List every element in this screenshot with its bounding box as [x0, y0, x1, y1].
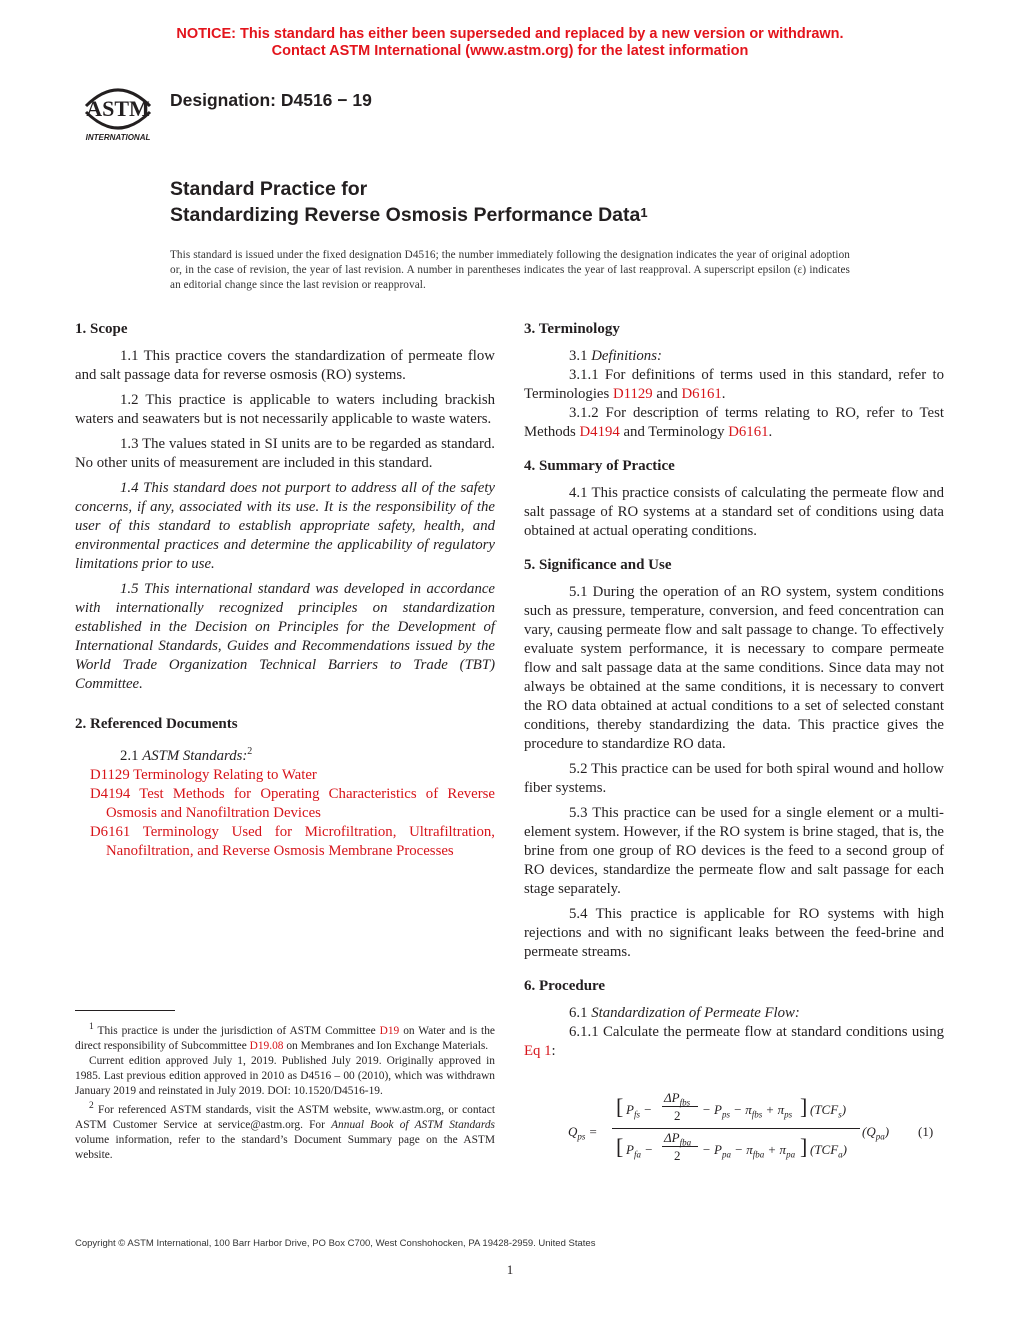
para-6-1: 6.1 Standardization of Permeate Flow: [569, 1005, 800, 1021]
section-heading-scope: 1. Scope [75, 321, 128, 337]
link-d1129[interactable]: D1129 [612, 386, 653, 402]
designation: Designation: D4516 − 19 [170, 90, 372, 110]
para-5-1: 5.1 During the operation of an RO system, system conditions such as pressure, temperature, conversion, and feed concentration can vary, causing permeate flow and salt passage to change. To effectively evaluate system performance, it is necessary to compare permeate flow and salt passage data at the same conditions. Since data may not always be obtained at the same conditions, it is necessary to convert the RO data obtained at actual conditions to a set of selected constant conditions, thereby standardizing the data. This practice gives the procedure to standardize RO data. [524, 584, 944, 752]
para-5-3: 5.3 This practice can be used for a single element or a multi-element system. However, if the RO system is brine staged, that is, the brine from one group of RO devices is the feed to a second group of RO devices, standardize the permeate flow and salt passage for each stage separately. [524, 805, 944, 897]
title-line-2: Standardizing Reverse Osmosis Performance Data$^1$ [170, 204, 648, 226]
para-5-2: 5.2 This practice can be used for both spiral wound and hollow fiber systems. [524, 761, 944, 796]
notice-line-1: NOTICE: This standard has either been superseded and replaced by a new version or withdrawn. [176, 26, 844, 42]
title-line-1: Standard Practice for [170, 178, 368, 200]
reference-d1129[interactable]: D1129 Terminology Relating to Water [90, 766, 317, 783]
section-heading-terminology: 3. Terminology [524, 321, 620, 337]
logo-mark: ASTM [86, 96, 150, 121]
para-1-2: 1.2 This practice is applicable to waters including brackish waters and seawaters but is not necessarily applicable to waste waters. [75, 392, 495, 427]
equation-1: $Q_{ps}$ = [ $P_{fs}$ − $\Delta P_{fbs}$ 2 − $P_{ps} - \pi_{fbs} + \pi_{ps}$ ] $(TCF_s)$ [ $P_{fa}$ − $\Delta P_{fba}$ 2 − $P_{pa} - \pi_{fba} + \pi_{pa}$ ] $(TCF_a)$ $(Q_{pa})$ (1) [568, 1090, 934, 1163]
section-heading-procedure: 6. Procedure [524, 978, 606, 994]
logo-subtext: INTERNATIONAL [85, 133, 151, 142]
astm-logo [76, 76, 160, 144]
equation-number: (1) [918, 1124, 934, 1139]
reference-d6161[interactable]: D6161 Terminology Used for Microfiltration, Ultrafiltration, Nanofiltration, and Reverse Osmosis Membrane Processes [90, 823, 495, 859]
link-d4194[interactable]: D4194 [579, 424, 620, 440]
reference-d4194[interactable]: D4194 Test Methods for Operating Characteristics of Reverse Osmosis and Nanofiltration Devices [90, 785, 495, 821]
para-3-1: 3.1 Definitions: [569, 348, 662, 364]
section-heading-referenced-documents: 2. Referenced Documents [75, 716, 238, 732]
para-6-1-1: 6.1.1 Calculate the permeate flow at standard conditions using Eq 1: [524, 1024, 944, 1059]
para-1-1: 1.1 This practice covers the standardization of permeate flow and salt passage data for reverse osmosis (RO) systems. [75, 348, 495, 383]
link-d19-08[interactable]: D19.08 [249, 1039, 284, 1052]
section-heading-significance: 5. Significance and Use [524, 557, 672, 573]
para-1-4: 1.4 This standard does not purport to address all of the safety concerns, if any, associated with its use. It is the responsibility of the user of this standard to establish appropriate safety, health, and environmental practices and determine the applicability of regulatory limitations prior to use. [75, 480, 495, 572]
para-1-5: 1.5 This international standard was developed in accordance with internationally recognized principles on standardization established in the Decision on Principles for the Development of International Standards, Guides and Recommendations issued by the World Trade Organization Technical Barriers to Trade (TBT) Committee. [75, 581, 495, 692]
title-footnote-mark: 1 [640, 205, 648, 220]
page-number: 1 [506, 1262, 514, 1277]
issuance-note: This standard is issued under the fixed designation D4516; the number immediately following the designation indicates the year of original adoption or, in the case of revision, the year of last revision. A number in parentheses indicates the year of last reapproval. A superscript epsilon (ε) indicates an editorial change since the last revision or reapproval. [170, 249, 850, 291]
notice-line-2: Contact ASTM International (www.astm.org) for the latest information [271, 43, 749, 59]
document-title [170, 176, 648, 228]
left-column [75, 320, 495, 861]
link-d6161-2[interactable]: D6161 [728, 424, 769, 440]
footnote-1: $^1$ This practice is under the jurisdiction of ASTM Committee D19 on Water and is the direct responsibility of Subcommittee D19.08 on Membranes and Ion Exchange Materials. [75, 1022, 495, 1052]
para-3-1-2: 3.1.2 For description of terms relating to RO, refer to Test Methods D4194 and Terminology D6161. [524, 405, 944, 440]
para-5-4: 5.4 This practice is applicable for RO systems with high rejections and with no significant leaks between the feed-brine and permeate streams. [524, 906, 944, 960]
para-2-1: 2.1 ASTM Standards:$^2$ [120, 746, 253, 764]
para-3-1-1: 3.1.1 For definitions of terms used in this standard, refer to Terminologies D1129 and D6161. [524, 367, 944, 402]
footnotes [75, 1020, 495, 1163]
para-1-3: 1.3 The values stated in SI units are to be regarded as standard. No other units of measurement are included in this standard. [75, 436, 495, 471]
copyright: Copyright © ASTM International, 100 Barr Harbor Drive, PO Box C700, West Conshohocken, PA 19428-2959. United States [75, 1238, 596, 1249]
link-d19[interactable]: D19 [379, 1024, 400, 1037]
footnote-2: $^2$ For referenced ASTM standards, visit the ASTM website, www.astm.org, or contact ASTM Customer Service at service@astm.org. For Annual Book of ASTM Standards volume information, refer to the standard’s Document Summary page on the ASTM website. [75, 1100, 496, 1161]
link-d6161[interactable]: D6161 [681, 386, 722, 402]
para-4-1: 4.1 This practice consists of calculating the permeate flow and salt passage of RO systems at a standard set of conditions using data obtained at actual operating conditions. [524, 485, 944, 539]
footnote-rule [75, 1010, 175, 1011]
withdrawal-notice [0, 26, 1020, 60]
link-eq-1[interactable]: Eq 1 [524, 1043, 552, 1059]
footnote-1-current-edition: Current edition approved July 1, 2019. Published July 2019. Originally approved in 1985. Last previous edition approved in 2010 as D4516 – 00 (2010), which was withdrawn January 2019 and reinstated in July 2019. DOI: 10.1520/D4516-19. [75, 1054, 495, 1097]
right-column [524, 320, 944, 1061]
section-heading-summary: 4. Summary of Practice [524, 458, 675, 474]
